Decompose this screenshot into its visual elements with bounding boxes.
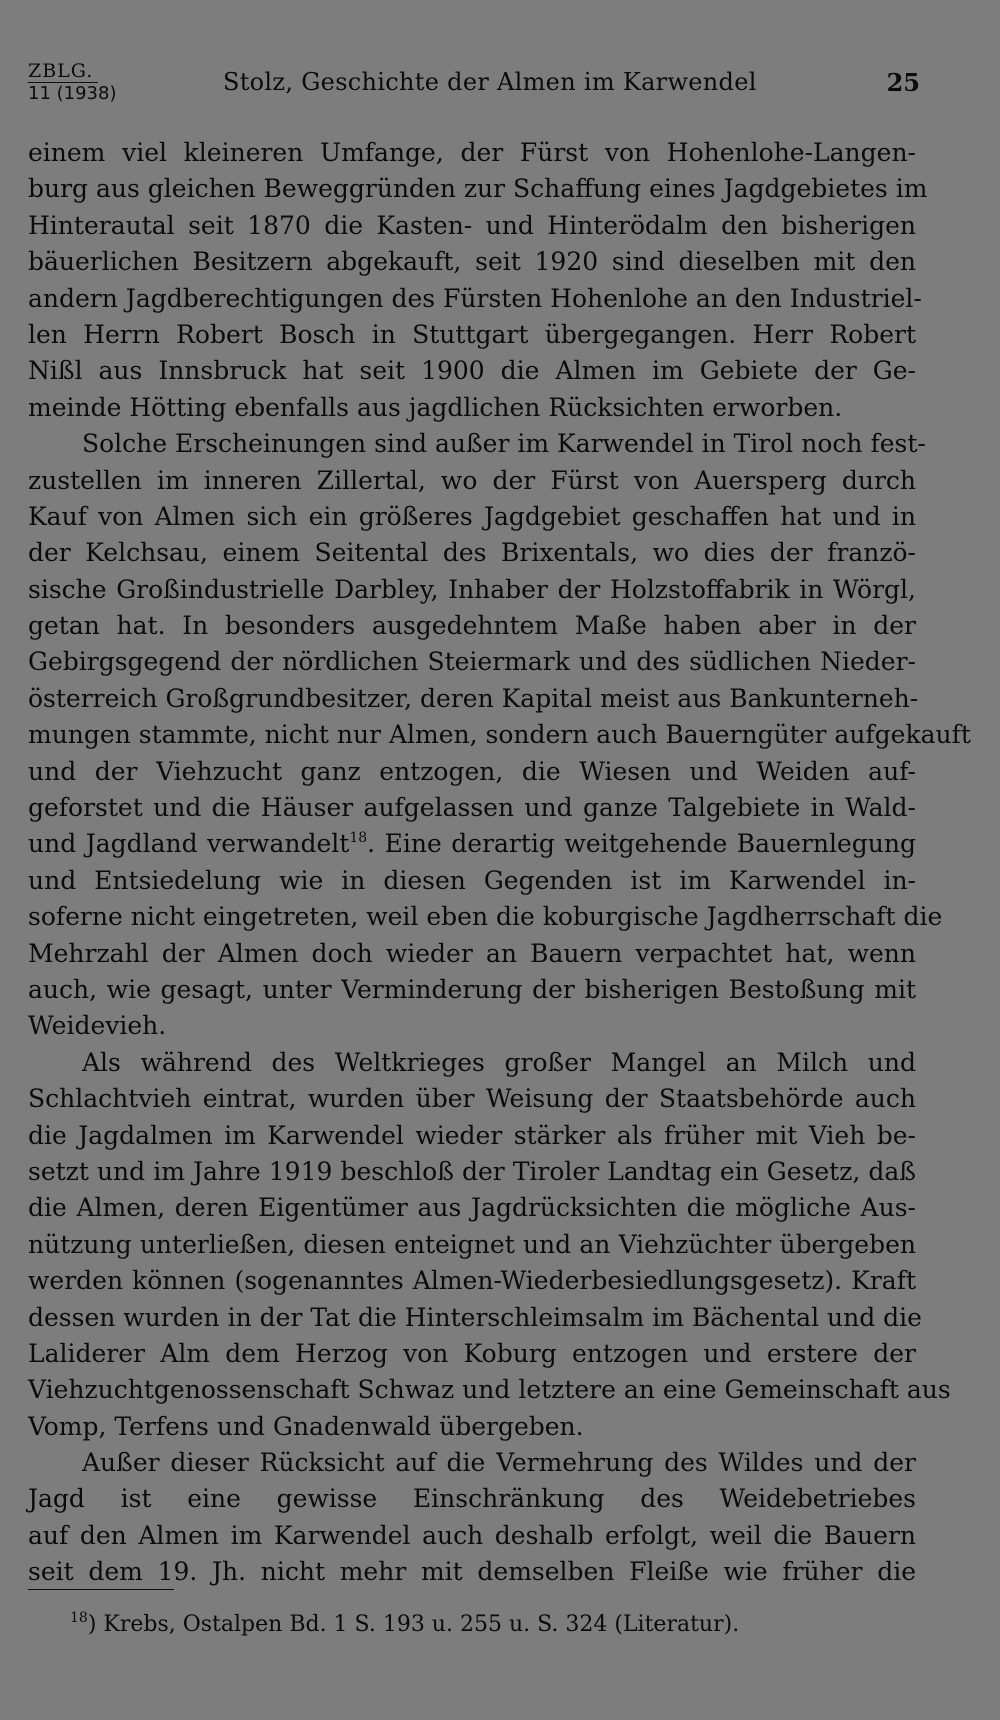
journal-volume: 11 (1938)	[28, 83, 117, 104]
text-line: geforstet und die Häuser aufgelassen und ganze Talgebiete in Wald-	[28, 793, 916, 823]
footnote-text: ) Krebs, Ostalpen Bd. 1 S. 193 u. 255 u. S. 324 (Literatur).	[87, 1612, 740, 1637]
text-segment: und Jagdland verwandelt	[28, 829, 350, 859]
text-line: Schlachtvieh eintrat, wurden über Weisung der Staatsbehörde auch	[28, 1084, 916, 1114]
text-line: burg aus gleichen Beweggründen zur Schaffung eines Jagdgebietes im	[28, 174, 928, 204]
text-line: die Jagdalmen im Karwendel wieder stärker als früher mit Vieh be-	[28, 1120, 916, 1150]
text-line: Laliderer Alm dem Herzog von Koburg entzogen und erstere der	[28, 1338, 916, 1368]
footnote-number: 18	[70, 1610, 88, 1626]
text-line: Viehzuchtgenossenschaft Schwaz und letztere an eine Gemeinschaft aus	[28, 1375, 951, 1405]
text-line: Weidevieh.	[28, 1011, 167, 1041]
text-line: Mehrzahl der Almen doch wieder an Bauern verpachtet hat, wenn	[28, 938, 916, 968]
footnote	[70, 1604, 739, 1639]
page-number: 25	[886, 68, 920, 97]
text-line: seit dem 19. Jh. nicht mehr mit demselben Fleiße wie früher die	[28, 1557, 916, 1587]
text-segment: . Eine derartig weitgehende Bauernlegung	[367, 829, 917, 859]
text-line: bäuerlichen Besitzern abgekauft, seit 1920 sind dieselben mit den	[28, 247, 916, 277]
body-text	[28, 135, 971, 1591]
text-line: Außer dieser Rücksicht auf die Vermehrung des Wildes und der	[82, 1448, 916, 1478]
text-line: und Entsiedelung wie in diesen Gegenden ist im Karwendel in-	[28, 865, 916, 895]
footnote-reference[interactable]: 18	[349, 830, 368, 847]
text-line: einem viel kleineren Umfange, der Fürst von Hohenlohe-Langen-	[28, 138, 916, 167]
text-line: Kauf von Almen sich ein größeres Jagdgebiet geschaffen hat und in	[28, 501, 916, 531]
text-line: andern Jagdberechtigungen des Fürsten Hohenlohe an den Industriel-	[28, 283, 922, 313]
text-line: soferne nicht eingetreten, weil eben die koburgische Jagdherrschaft die	[28, 902, 943, 932]
text-line: zustellen im inneren Zillertal, wo der Fürst von Auersperg durch	[28, 465, 916, 495]
text-line: auf den Almen im Karwendel auch deshalb erfolgt, weil die Bauern	[28, 1520, 916, 1550]
paragraph-2	[28, 426, 971, 1045]
journal-reference	[28, 60, 116, 105]
text-line: und der Viehzucht ganz entzogen, die Wiesen und Weiden auf-	[28, 756, 916, 786]
paragraph-4	[28, 1445, 916, 1591]
text-line: meinde Hötting ebenfalls aus jagdlichen Rücksichten erworben.	[28, 392, 843, 422]
text-line: Solche Erscheinungen sind außer im Karwendel in Tirol noch fest-	[82, 429, 926, 459]
footnote-divider	[28, 1589, 174, 1590]
paragraph-3	[28, 1045, 951, 1445]
text-line: der Kelchsau, einem Seitental des Brixentals, wo dies der franzö-	[28, 538, 916, 568]
text-line: Nißl aus Innsbruck hat seit 1900 die Almen im Gebiete der Ge-	[28, 356, 916, 386]
paragraph-1	[28, 135, 928, 426]
text-line: Als während des Weltkrieges großer Mangel an Milch und	[82, 1047, 916, 1077]
text-line: werden können (sogenanntes Almen-Wiederbesiedlungsgesetz). Kraft	[28, 1266, 916, 1296]
text-line: Hinterautal seit 1870 die Kasten- und Hinterödalm den bisherigen	[28, 210, 916, 240]
text-line: dessen wurden in der Tat die Hinterschleimsalm im Bächental und die	[28, 1302, 922, 1332]
text-line: sische Großindustrielle Darbley, Inhaber der Holzstoffabrik in Wörgl,	[28, 574, 916, 604]
text-line: setzt und im Jahre 1919 beschloß der Tiroler Landtag ein Gesetz, daß	[28, 1156, 916, 1186]
text-line: Gebirgsgegend der nördlichen Steiermark und des südlichen Nieder-	[28, 647, 916, 677]
text-line: die Almen, deren Eigentümer aus Jagdrücksichten die mögliche Aus-	[28, 1193, 916, 1223]
text-line: len Herrn Robert Bosch in Stuttgart übergegangen. Herr Robert	[28, 319, 916, 349]
text-line: Jagd ist eine gewisse Einschränkung des Weidebetriebes	[28, 1484, 916, 1514]
text-line: getan hat. In besonders ausgedehntem Maße haben aber in der	[28, 611, 916, 641]
text-line: österreich Großgrundbesitzer, deren Kapital meist aus Bankunterneh-	[28, 683, 919, 713]
running-title: Stolz, Geschichte der Almen im Karwendel	[223, 68, 757, 96]
text-line: Vomp, Terfens und Gnadenwald übergeben.	[28, 1411, 584, 1441]
text-line: auch, wie gesagt, unter Verminderung der bisherigen Bestoßung mit	[28, 974, 916, 1004]
text-line: nützung unterließen, diesen enteignet und an Viehzüchter übergeben	[28, 1229, 916, 1259]
page-header	[28, 60, 920, 120]
text-line-with-footnote	[28, 826, 916, 862]
journal-abbreviation: ZBLG.	[28, 60, 98, 83]
text-line: mungen stammte, nicht nur Almen, sondern auch Bauerngüter aufgekauft	[28, 720, 971, 750]
